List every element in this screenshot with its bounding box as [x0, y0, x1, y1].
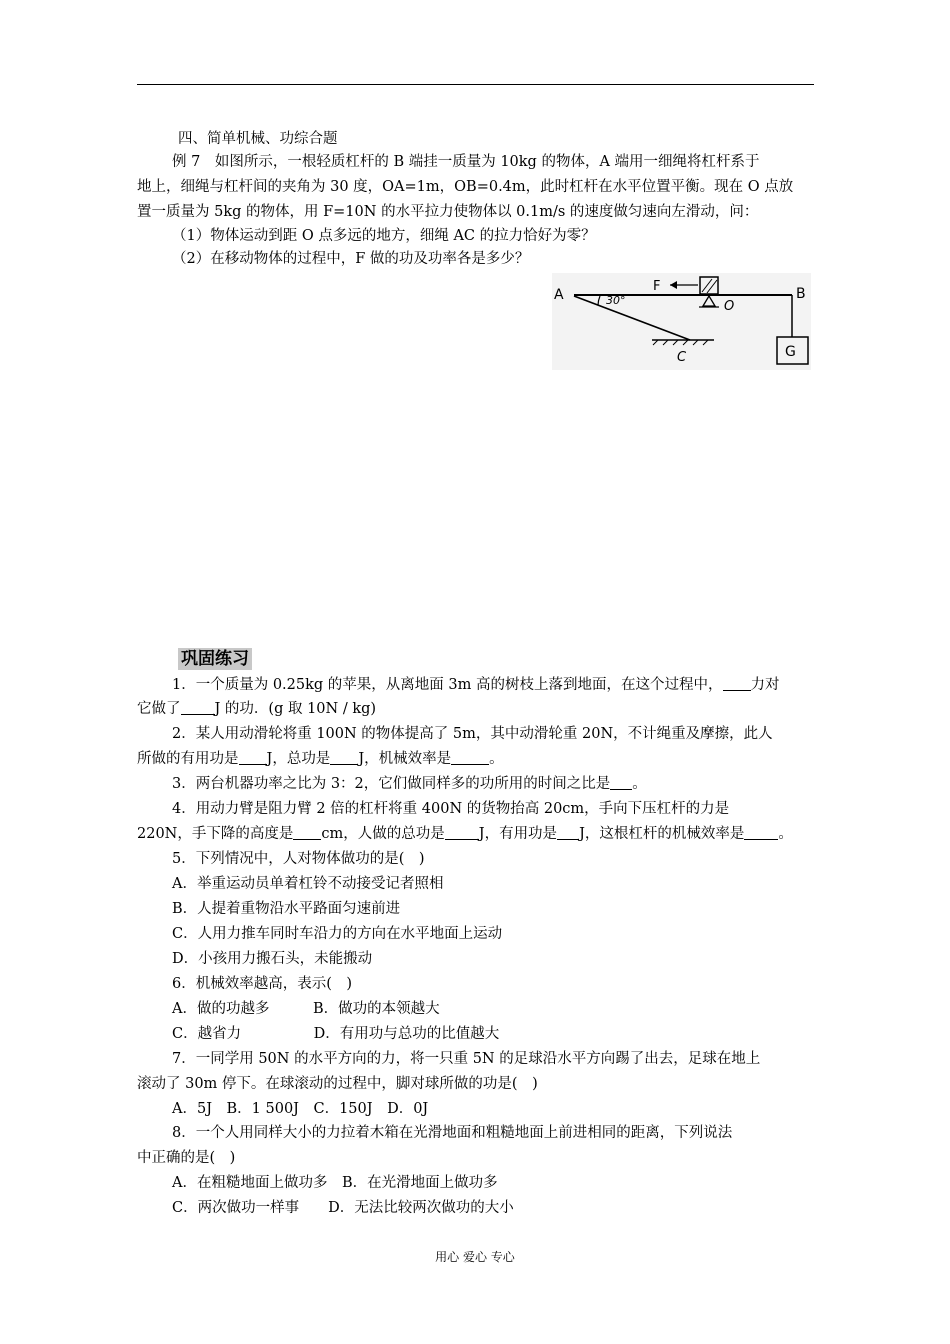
answer-blank[interactable]: [557, 825, 579, 840]
angle-label: 30°: [606, 294, 626, 307]
label-c: C: [677, 350, 687, 365]
force-arrow-head: [670, 281, 677, 289]
practice-q5-option-d: D．小孩用力搬石头，未能搬动: [172, 951, 373, 967]
label-o: O: [724, 299, 735, 314]
practice-q5-option-a: A．举重运动员单着杠铃不动接受记者照相: [172, 876, 444, 892]
example-7-question-1: （1）物体运动到距 O 点多远的地方，细绳 AC 的拉力恰好为零？: [172, 228, 596, 244]
lever-diagram: [552, 273, 811, 370]
practice-q8-line-1: 8．一个人用同样大小的力拉着木箱在光滑地面和粗糙地面上前进相同的距离，下列说法: [172, 1125, 733, 1141]
answer-blank[interactable]: [293, 825, 321, 840]
example-7-question-2: （2）在移动物体的过程中，F 做的功及功率各是多少？: [172, 251, 530, 267]
section-heading: 四、简单机械、功综合题: [178, 131, 338, 147]
answer-blank[interactable]: [610, 775, 632, 790]
practice-q6: 6．机械效率越高，表示( ): [172, 976, 353, 992]
practice-q8-options-ab: A．在粗糙地面上做功多 B．在光滑地面上做功多: [172, 1175, 498, 1191]
lever-figure: [552, 273, 811, 370]
answer-blank[interactable]: [181, 700, 215, 715]
practice-q8-options-cd: C．两次做功一样事 D．无法比较两次做功的大小: [172, 1200, 514, 1216]
example-7-line-2: 地上，细绳与杠杆间的夹角为 30 度，OA=1m，OB=0.4m，此时杠杆在水平位置平衡。现在 O 点放: [137, 179, 794, 195]
answer-blank[interactable]: [330, 750, 358, 765]
answer-blank[interactable]: [451, 750, 489, 765]
answer-blank[interactable]: [445, 825, 479, 840]
practice-q7-line-1: 7．一同学用 50N 的水平方向的力，将一只重 5N 的足球沿水平方向踢了出去，足球在地上: [172, 1051, 761, 1067]
answer-blank[interactable]: [723, 676, 751, 691]
practice-q2-line-1: 2．某人用动滑轮将重 100N 的物体提高了 5m，其中动滑轮重 20N，不计绳重及摩擦，此人: [172, 726, 773, 742]
page-footer: 用心 爱心 专心: [435, 1250, 515, 1264]
answer-blank[interactable]: [744, 825, 778, 840]
answer-blank[interactable]: [239, 750, 267, 765]
practice-q5-option-b: B．人提着重物沿水平路面匀速前进: [172, 901, 401, 917]
practice-q5: 5．下列情况中，人对物体做功的是( ): [172, 851, 425, 867]
practice-q3: 3．两台机器功率之比为 3：2，它们做同样多的功所用的时间之比是 。: [172, 776, 647, 792]
practice-q1-line-2: 它做了 J 的功．(g 取 10N / kg): [137, 701, 377, 717]
fulcrum-o: [703, 296, 715, 306]
practice-q1-line-1: 1．一个质量为 0.25kg 的苹果，从离地面 3m 高的树枝上落到地面，在这个过程中， 力对: [172, 677, 780, 693]
label-a: A: [554, 287, 564, 303]
practice-q2-line-2: 所做的有用功是 J，总功是 J，机械效率是 。: [137, 751, 504, 767]
label-f: F: [653, 279, 661, 294]
practice-q6-options-ab: A．做的功越多 B．做功的本领越大: [172, 1001, 440, 1017]
rope-ac: [574, 296, 690, 340]
practice-q6-options-cd: C．越省力 D．有用功与总功的比值越大: [172, 1026, 500, 1042]
practice-q4-line-2: 220N，手下降的高度是 cm，人做的总功是 J，有用功是 J，这根杠杆的机械效率是 。: [137, 826, 793, 842]
practice-q5-option-c: C．人用力推车同时车沿力的方向在水平地面上运动: [172, 926, 503, 942]
label-b: B: [796, 286, 806, 302]
angle-arc: [598, 296, 600, 305]
sliding-block-hatch: [702, 279, 717, 293]
example-7-line-3: 置一质量为 5kg 的物体，用 F=10N 的水平拉力使物体以 0.1m/s 的速度做匀速向左滑动，问：: [137, 204, 759, 220]
label-g: G: [785, 344, 796, 360]
practice-q7-line-2: 滚动了 30m 停下。在球滚动的过程中，脚对球所做的功是( ): [137, 1076, 538, 1092]
practice-q7-options: A．5J B．1 500J C．150J D．0J: [172, 1101, 429, 1117]
practice-title: 巩固练习: [178, 648, 252, 670]
practice-q8-line-2: 中正确的是( ): [137, 1150, 236, 1166]
header-rule: [137, 84, 814, 85]
practice-q4-line-1: 4．用动力臂是阻力臂 2 倍的杠杆将重 400N 的货物抬高 20cm，手向下压杠杆的力是: [172, 801, 730, 817]
example-7-line-1: 例 7 如图所示，一根轻质杠杆的 B 端挂一质量为 10kg 的物体，A 端用一细绳将杠杆系于: [172, 154, 760, 170]
